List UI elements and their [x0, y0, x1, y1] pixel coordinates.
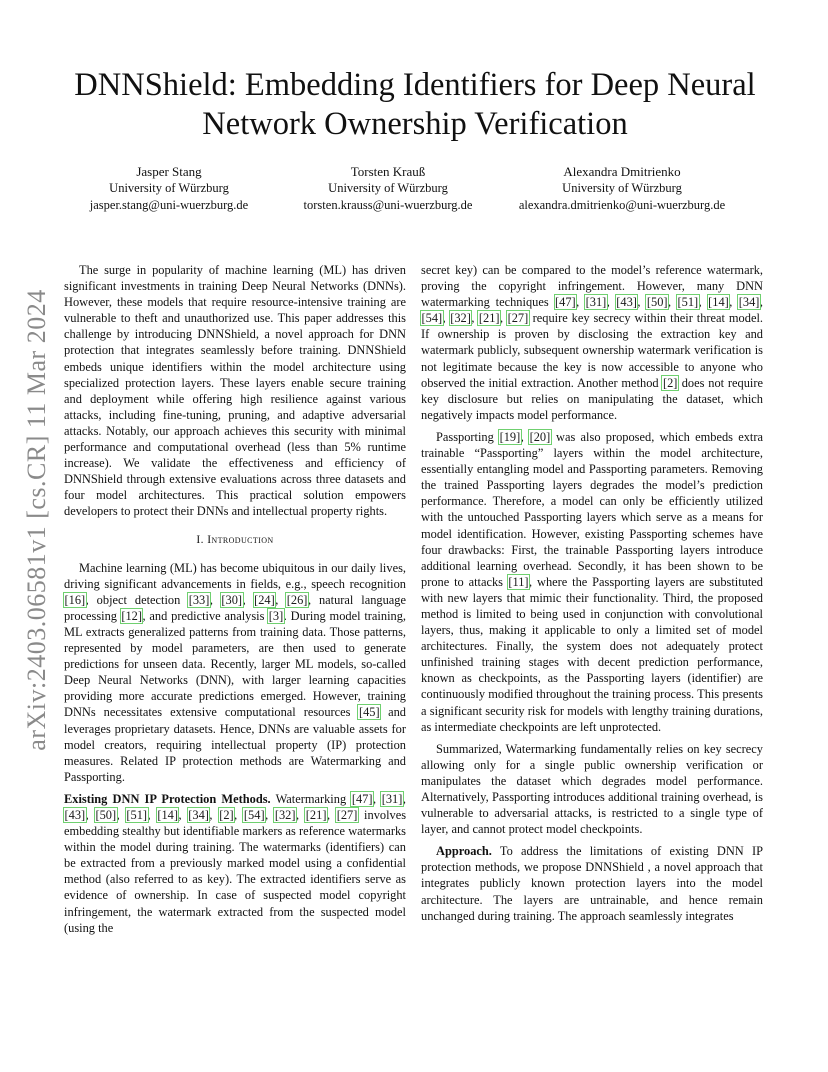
- citation-link[interactable]: [21]: [478, 311, 500, 326]
- paper-title-line-1: DNNShield: Embedding Identifiers for Deep Neural: [74, 67, 756, 103]
- intro-paragraph-2: Existing DNN IP Protection Methods. Watermarking [47], [31], [43], [50], [51], [14], [34], [2], [54], [32], [21], [27] involves embedding stealthy but identifiable markers as reference watermarks within the model during training. The watermarks (identifiers) can be extracted from a previously marked model using a confidential method (also referred to as key). The extracted identifiers serve as evidence of ownership. In case of suspected model copyright infringement, the watermark extracted from the suspected model (using the: [64, 791, 407, 935]
- author-email[interactable]: alexandra.dmitrienko@uni-wuerzburg.de: [518, 198, 726, 212]
- citation-link[interactable]: [27]: [336, 808, 358, 822]
- citation-link[interactable]: [26]: [286, 592, 308, 607]
- citation-link[interactable]: [51]: [677, 295, 699, 310]
- author-2: [280, 163, 496, 214]
- author-name: Torsten Krauß: [350, 164, 426, 179]
- citation-link[interactable]: [20]: [529, 429, 551, 444]
- citation-link[interactable]: [50]: [646, 295, 668, 310]
- citation-link[interactable]: [51]: [126, 808, 148, 822]
- citation-link[interactable]: [33]: [188, 592, 210, 607]
- right-paragraph-1: secret key) can be compared to the model’s reference watermark, proving the copyright infringement. However, many DNN watermarking techniques [47], [31], [43], [50], [51], [14], [34], [54], [32], [21], [27] require key secrecy within their threat model. If ownership is proven by disclosing the extraction key and watermark publicly, subsequent ownership watermark verification is not legitimate because the key is now accessible to anyone who observed the initial extraction. Another method [2] does not require key disclosure but relies on manipulating the dataset, which negatively impacts model performance.: [421, 263, 764, 422]
- author-affiliation: University of Würzburg: [562, 181, 682, 195]
- citation-link[interactable]: [31]: [381, 791, 403, 806]
- citation-link[interactable]: [14]: [708, 295, 729, 310]
- citation-link[interactable]: [30]: [221, 592, 243, 607]
- citation-link[interactable]: [21]: [305, 808, 327, 822]
- section-number: I.: [196, 533, 204, 546]
- author-affiliation: University of Würzburg: [109, 181, 229, 195]
- citation-link[interactable]: [2]: [219, 808, 234, 822]
- author-affiliation: University of Würzburg: [328, 181, 448, 195]
- right-column: [421, 262, 763, 930]
- right-paragraph-4: Approach. To address the limitations of existing DNN IP protection methods, we propose DNNShield , a novel approach that integrates publicly known protection layers into the model architecture. The layers are untrainable, and hence remain unchanged during training. The approach seamlessly integrates: [421, 844, 763, 923]
- paragraph-runin-heading: Approach.: [436, 844, 492, 859]
- citation-link[interactable]: [54]: [243, 808, 265, 822]
- citation-link[interactable]: [47]: [555, 295, 576, 310]
- right-paragraph-2: Passporting [19], [20] was also proposed, which embeds extra trainable “Passporting” layers within the model architecture, essentially entangling model and Passporting parameters. Removing the trained Passporting layers degrades the model’s prediction performance. Therefore, a model can only be efficiently utilized with the untouched Passporting layers which serve as a means for model identification. However, existing Passporting schemes have four drawbacks: First, the trainable Passporting layers introduce additional learning overhead. Secondly, it has been shown to be prone to attacks [11], where the Passporting layers are substituted with new layers that mimic their functionality. Third, the proposed method is limited to being used in conjunction with convolutional layers, thus, making it applicable to only a limited set of model architectures. Finally, the system does not adequately protect unfinished training stages with decent prediction performance, known as checkpoints, as the Passporting layers (identifier) are continuously modified throughout the training process. This presents a significant security risk for models with lengthy training durations, as intermediate checkpoints are left unprotected.: [421, 429, 763, 734]
- citation-link[interactable]: [16]: [64, 592, 86, 607]
- author-email[interactable]: torsten.krauss@uni-wuerzburg.de: [303, 198, 473, 212]
- citation-link[interactable]: [3]: [268, 608, 284, 623]
- citation-link[interactable]: [27]: [507, 311, 529, 326]
- citation-link[interactable]: [12]: [121, 608, 142, 623]
- left-column: [64, 262, 406, 942]
- citation-link[interactable]: [34]: [738, 295, 760, 310]
- citation-link[interactable]: [43]: [64, 808, 86, 822]
- intro-paragraph-1: Machine learning (ML) has become ubiquitous in our daily lives, driving significant advancements in fields, e.g., speech recognition [16], object detection [33], [30], [24], [26], natural language processing [12], and predictive analysis [3]. During model training, ML extracts generalized patterns from training data. Those patterns, represented by model parameters, are then used to generate predictions for unseen data. Recently, larger ML models, so-called Deep Neural Networks (DNN), with larger learning capacities providing more accurate predictions emerged. However, training DNNs necessitates extensive computational resources [45] and leverages proprietary datasets. Hence, DNNs are valuable assets for model creators, requiring intellectual property (IP) protection measures. Related IP protection methods are Watermarking and Passporting.: [64, 560, 407, 784]
- section-heading-introduction: [64, 532, 406, 548]
- author-block: [60, 163, 770, 223]
- citation-link[interactable]: [32]: [450, 311, 471, 326]
- citation-link[interactable]: [24]: [254, 592, 275, 607]
- citation-link[interactable]: [14]: [157, 808, 178, 822]
- author-name: Alexandra Dmitrienko: [563, 164, 681, 179]
- author-name: Jasper Stang: [136, 164, 202, 179]
- citation-link[interactable]: [43]: [616, 295, 637, 310]
- section-title: Introduction: [207, 533, 274, 546]
- author-email[interactable]: jasper.stang@uni-wuerzburg.de: [89, 198, 249, 212]
- citation-link[interactable]: [19]: [499, 429, 521, 444]
- abstract: The surge in popularity of machine learning (ML) has driven significant investments in training Deep Neural Networks (DNNs). However, these models that require resource-intensive training are vulnerable to theft and unauthorized use. This paper addresses this challenge by introducing DNNShield, a novel approach for DNN protection that integrates seamlessly before training. DNNShield embeds unique identifiers within the model architecture using specialized protection layers. These layers enable secure training and deployment while offering high resilience against various attacks, including fine-tuning, pruning, and adaptive adversarial attacks. Notably, our approach achieves this security with minimal performance and computational overhead (less than 5% runtime increase). We validate the effectiveness and efficiency of DNNShield through extensive evaluations across three datasets and four model architectures. This practical solution empowers developers to protect their DNNs and intellectual property rights.: [64, 263, 406, 519]
- author-3: [502, 163, 742, 214]
- right-paragraph-3: Summarized, Watermarking fundamentally relies on key secrecy allowing only for a single public ownership verification or manipulates the dataset which degrades model performance. Alternatively, Passporting introduces additional training overhead, is vulnerable to adversarial attacks, is restricted to a single type of layer, and cannot protect model checkpoints.: [421, 741, 763, 837]
- citation-link[interactable]: [47]: [351, 791, 373, 806]
- citation-link[interactable]: [32]: [274, 808, 296, 822]
- citation-link[interactable]: [34]: [188, 808, 209, 822]
- paragraph-runin-heading: Existing DNN IP Protection Methods.: [64, 791, 271, 806]
- citation-link[interactable]: [2]: [662, 375, 678, 390]
- arxiv-identifier-text: arXiv:2403.06581v1 [cs.CR] 11 Mar 2024: [22, 289, 51, 751]
- author-1: [69, 163, 269, 214]
- citation-link[interactable]: [54]: [421, 311, 443, 326]
- paper-title-line-2: Network Ownership Verification: [202, 106, 628, 142]
- citation-link[interactable]: [50]: [95, 808, 117, 822]
- citation-link[interactable]: [11]: [508, 574, 529, 589]
- citation-link[interactable]: [45]: [358, 705, 380, 720]
- paper-title: [60, 66, 770, 144]
- arxiv-identifier: [22, 280, 52, 760]
- citation-link[interactable]: [31]: [585, 295, 607, 310]
